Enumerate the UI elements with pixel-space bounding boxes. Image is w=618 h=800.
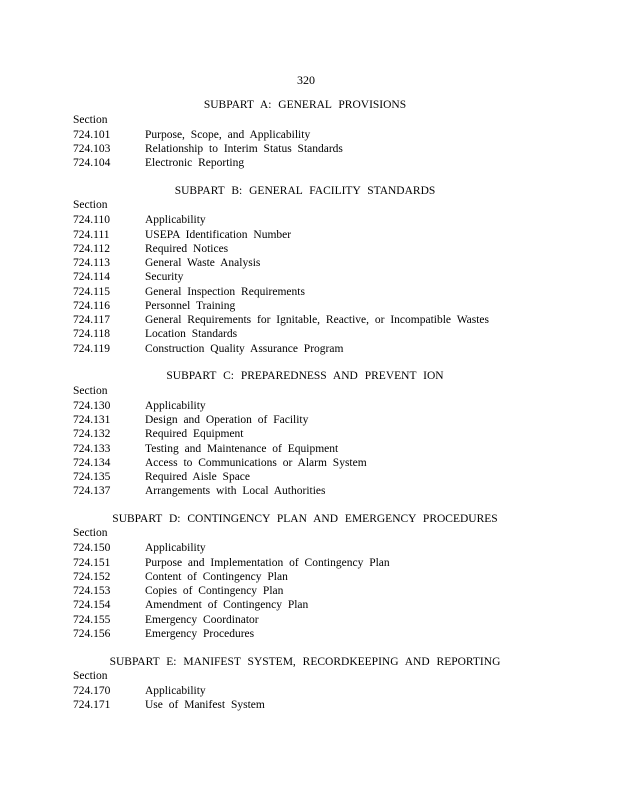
section-label: Section [73,114,108,126]
list-item [73,442,338,456]
list-item [73,698,265,712]
list-item [73,213,206,227]
page-number: 320 [297,73,315,87]
section-title: Personnel Training [145,300,236,312]
section-number: 724.133 [73,443,111,455]
section-number: 724.110 [73,214,110,226]
list-item [73,413,308,427]
section-number: 724.152 [73,571,111,583]
subpart-d-heading: SUBPART D: CONTINGENCY PLAN AND EMERGENCY PROCEDURES [112,513,498,525]
section-number: 724.112 [73,243,110,255]
section-number: 724.118 [73,328,110,340]
list-item [73,270,183,284]
section-number: 724.101 [73,129,111,141]
section-number: 724.117 [73,314,110,326]
section-title: Required Notices [145,243,229,255]
list-item [73,228,291,242]
section-title: General Requirements for Ignitable, Reactive, or Incompatible Wastes [145,314,489,326]
section-number: 724.111 [73,229,110,241]
section-number: 724.156 [73,628,111,640]
section-number: 724.104 [73,157,111,169]
section-title: Purpose and Implementation of Contingency Plan [145,557,390,569]
list-item [73,570,288,584]
section-title: Use of Manifest System [145,699,265,711]
list-item [73,584,283,598]
section-title: Amendment of Contingency Plan [145,599,309,611]
list-item [73,598,308,612]
section-label: Section [73,385,108,397]
subpart-c-heading: SUBPART C: PREPAREDNESS AND PREVENT ION [166,370,444,382]
section-number: 724.115 [73,286,110,298]
section-title: Security [145,271,184,283]
section-label: Section [73,670,108,682]
section-title: Emergency Coordinator [145,614,259,626]
list-item [73,684,206,698]
section-title: General Inspection Requirements [145,286,305,298]
section-number: 724.134 [73,457,111,469]
section-title: Applicability [145,685,206,697]
list-item [73,256,260,270]
section-number: 724.131 [73,414,111,426]
section-title: Testing and Maintenance of Equipment [145,443,339,455]
section-title: Emergency Procedures [145,628,255,640]
section-title: Content of Contingency Plan [145,571,288,583]
section-number: 724.155 [73,614,111,626]
list-item [73,456,367,470]
list-item [73,613,259,627]
section-title: Applicability [145,542,206,554]
section-number: 724.116 [73,300,110,312]
section-title: Copies of Contingency Plan [145,585,284,597]
subpart-a-heading: SUBPART A: GENERAL PROVISIONS [203,99,407,111]
section-title: Applicability [145,400,206,412]
list-item [73,128,310,142]
section-title: Access to Communications or Alarm System [145,457,367,469]
section-number: 724.153 [73,585,111,597]
section-title: Required Aisle Space [145,471,251,483]
list-item [73,142,343,156]
section-label: Section [73,199,108,211]
section-number: 724.135 [73,471,111,483]
list-item [73,285,305,299]
section-number: 724.132 [73,428,111,440]
list-item [73,342,343,356]
section-label: Section [73,527,108,539]
section-number: 724.154 [73,599,111,611]
section-title: Arrangements with Local Authorities [145,485,326,497]
list-item [73,484,326,498]
section-title: Construction Quality Assurance Program [145,343,344,355]
section-title: Design and Operation of Facility [145,414,309,426]
list-item [73,470,250,484]
list-item [73,156,244,170]
list-item [73,399,206,413]
list-item [73,313,489,327]
section-title: Applicability [145,214,206,226]
subpart-b-heading: SUBPART B: GENERAL FACILITY STANDARDS [174,185,436,197]
list-item [73,327,237,341]
section-number: 724.170 [73,685,111,697]
section-number: 724.103 [73,143,111,155]
subpart-e-heading: SUBPART E: MANIFEST SYSTEM, RECORDKEEPING AND REPORTING [109,656,501,668]
section-number: 724.150 [73,542,111,554]
section-title: Relationship to Interim Status Standards [145,143,343,155]
list-item [73,427,244,441]
section-number: 724.130 [73,400,111,412]
section-title: Electronic Reporting [145,157,245,169]
section-number: 724.119 [73,343,110,355]
section-number: 724.114 [73,271,110,283]
section-title: General Waste Analysis [145,257,261,269]
list-item [73,299,235,313]
section-title: USEPA Identification Number [145,229,292,241]
list-item [73,242,228,256]
list-item [73,556,390,570]
list-item [73,627,254,641]
section-title: Purpose, Scope, and Applicability [145,129,311,141]
section-number: 724.171 [73,699,111,711]
section-number: 724.137 [73,485,111,497]
section-number: 724.151 [73,557,111,569]
section-number: 724.113 [73,257,110,269]
list-item [73,541,206,555]
section-title: Location Standards [145,328,238,340]
section-title: Required Equipment [145,428,244,440]
